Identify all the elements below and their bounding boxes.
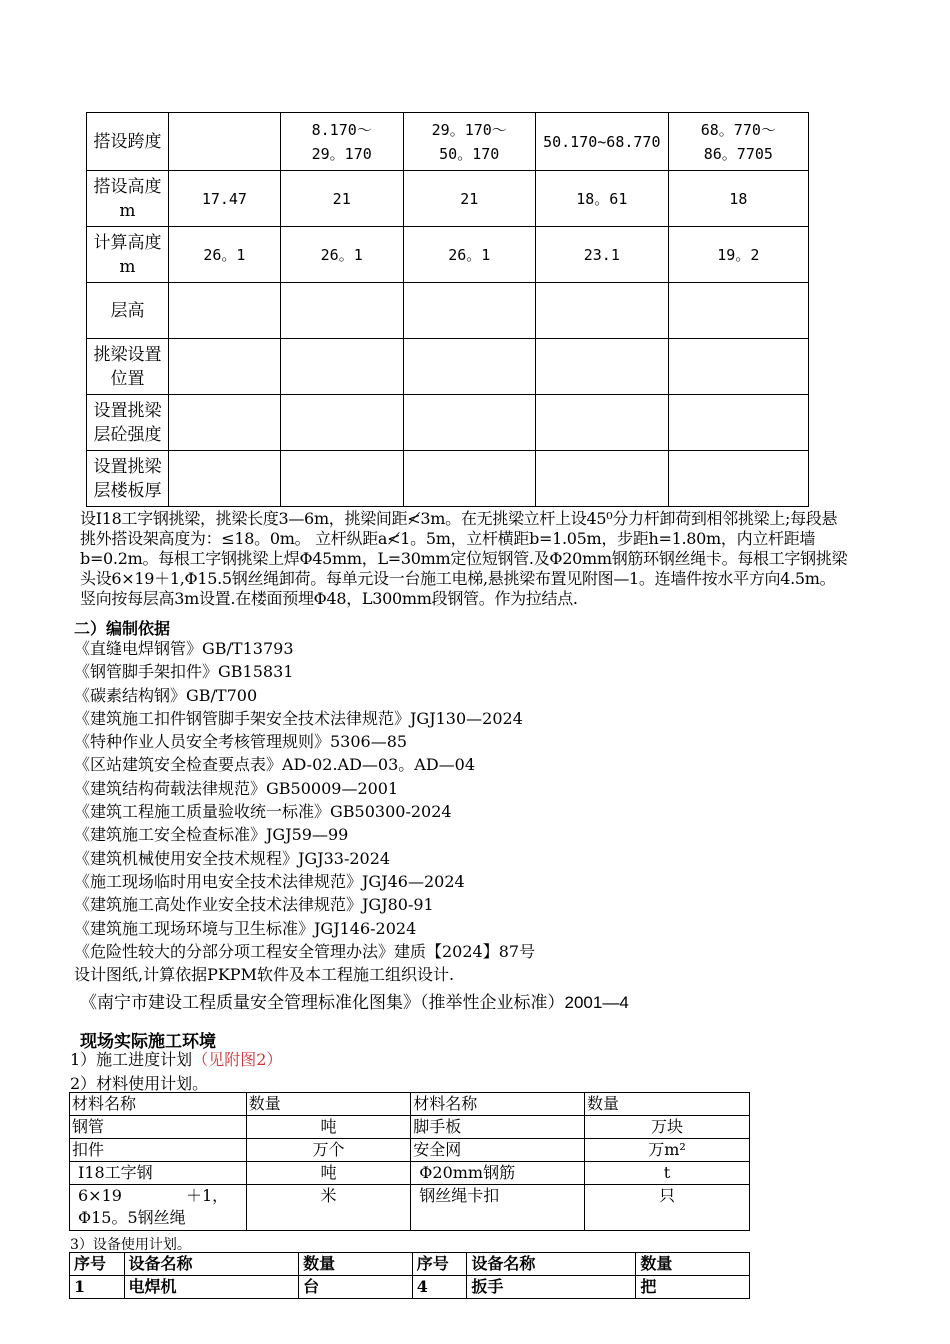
equipment-header-cell: 数量 xyxy=(636,1253,750,1276)
spec-cell xyxy=(403,339,535,395)
nanning-reference: 《南宁市建设工程质量安全管理标准化图集》（推举性企业标准）2001—4 xyxy=(80,993,629,1012)
spec-cell xyxy=(280,283,403,339)
spec-row xyxy=(87,227,809,283)
materials-header-cell: 材料名称 xyxy=(411,1093,585,1116)
reference-item: 《特种作业人员安全考核管理规则》5306—85 xyxy=(74,732,408,752)
reference-item: 《建筑施工高处作业安全技术法律规范》JGJ80-91 xyxy=(74,895,434,915)
spec-cell xyxy=(403,451,535,507)
materials-cell: 米 xyxy=(246,1185,411,1231)
spec-cell xyxy=(535,395,668,451)
spec-cell xyxy=(668,395,808,451)
reference-item: 《钢管脚手架扣件》GB15831 xyxy=(74,662,294,682)
spec-cell: 18 xyxy=(668,171,808,227)
equipment-cell: 台 xyxy=(299,1276,413,1299)
spec-cell xyxy=(280,451,403,507)
spec-cell: 26。1 xyxy=(168,227,280,283)
spec-row-label: 设置挑梁 层楼板厚 xyxy=(87,451,169,507)
material-plan-title: 2）材料使用计划。 xyxy=(70,1074,209,1093)
description-paragraph: 设I18工字钢挑梁，挑梁长度3—6m，挑梁间距≮3m。在无挑梁立杆上设45⁰分力杆卸荷到相邻挑梁上;每段悬挑外搭设架高度为：≤18。0m。 立杆纵距a≮1。5m，立杆横距b=1.05m，步距h=1.80m，内立杆距墙b=0.2m。每根工字钢挑梁上焊Φ45mm，L=30mm定位短钢管.及Φ20mm钢筋环钢丝绳卡。每根工字钢挑梁头设6×19＋1,Φ15.5钢丝绳卸荷。每单元设一台施工电梯,悬挑梁布置见附图—1。连墙件按水平方向4.5m。竖向按每层高3m设置.在楼面预埋Φ48，L300mm段钢管。作为拉结点. xyxy=(80,509,848,608)
schedule-plan-line xyxy=(70,1047,282,1070)
spec-cell: 50.170~68.770 xyxy=(535,113,668,171)
spec-cell xyxy=(668,451,808,507)
materials-cell: 吨 xyxy=(246,1162,411,1185)
reference-item: 《碳素结构钢》GB/T700 xyxy=(74,685,258,705)
reference-item: 《建筑施工扣件钢管脚手架安全技术法律规范》JGJ130—2024 xyxy=(74,708,523,728)
equipment-row xyxy=(70,1276,750,1299)
equipment-cell: 1 xyxy=(70,1276,125,1299)
materials-cell: 万m² xyxy=(585,1139,750,1162)
equipment-cell: 扳手 xyxy=(467,1276,636,1299)
spec-cell: 17.47 xyxy=(168,171,280,227)
section-title-basis: 二）编制依据 xyxy=(74,619,171,638)
spec-cell xyxy=(535,283,668,339)
equipment-header-cell: 设备名称 xyxy=(467,1253,636,1276)
reference-item: 《建筑施工安全检查标准》JGJ59—99 xyxy=(74,825,349,845)
spec-cell: 26。1 xyxy=(280,227,403,283)
reference-item: 《建筑机械使用安全技术规程》JGJ33-2024 xyxy=(74,848,391,868)
materials-table xyxy=(69,1092,750,1231)
spec-cell: 23.1 xyxy=(535,227,668,283)
spec-cell xyxy=(168,395,280,451)
equipment-cell: 电焊机 xyxy=(124,1276,299,1299)
materials-cell: 万块 xyxy=(585,1116,750,1139)
spec-row xyxy=(87,171,809,227)
materials-row xyxy=(70,1185,750,1231)
spec-cell: 21 xyxy=(280,171,403,227)
materials-cell: I18工字钢 xyxy=(70,1162,247,1185)
materials-cell: 扣件 xyxy=(70,1139,247,1162)
materials-cell: 只 xyxy=(585,1185,750,1231)
equipment-plan-title: 3）设备使用计划。 xyxy=(70,1237,191,1253)
materials-cell: 6×19 ＋1，Φ15。5钢丝绳 xyxy=(70,1185,247,1231)
reference-list xyxy=(74,637,535,986)
spec-cell: 29。170～ 50。170 xyxy=(403,113,535,171)
appendix-link[interactable]: （见附图2） xyxy=(192,1050,283,1069)
equipment-header-cell: 序号 xyxy=(412,1253,467,1276)
equipment-header-row xyxy=(70,1253,750,1276)
materials-cell: Φ20mm钢筋 xyxy=(411,1162,585,1185)
schedule-plan-label: 1）施工进度计划 xyxy=(70,1050,193,1069)
spec-cell xyxy=(403,283,535,339)
materials-cell: 脚手板 xyxy=(411,1116,585,1139)
reference-item: 《危险性较大的分部分项工程安全管理办法》建质【2024】87号 xyxy=(74,941,536,961)
materials-row xyxy=(70,1116,750,1139)
spec-cell: 19。2 xyxy=(668,227,808,283)
spec-cell xyxy=(668,283,808,339)
spec-cell xyxy=(168,339,280,395)
spec-cell xyxy=(403,395,535,451)
equipment-header-cell: 序号 xyxy=(70,1253,125,1276)
materials-cell: 吨 xyxy=(246,1116,411,1139)
reference-item: 《建筑施工现场环境与卫生标准》JGJ146-2024 xyxy=(74,918,417,938)
materials-cell: t xyxy=(585,1162,750,1185)
spec-cell: 18。61 xyxy=(535,171,668,227)
spec-row-label: 层高 xyxy=(87,283,169,339)
reference-item: 《建筑结构荷载法律规范》GB50009—2001 xyxy=(74,778,399,798)
spec-cell: 26。1 xyxy=(403,227,535,283)
spec-table xyxy=(86,112,809,507)
spec-row-label: 设置挑梁 层砼强度 xyxy=(87,395,169,451)
spec-row xyxy=(87,113,809,171)
materials-header-cell: 材料名称 xyxy=(70,1093,247,1116)
spec-row xyxy=(87,395,809,451)
equipment-cell: 4 xyxy=(412,1276,467,1299)
equipment-header-cell: 数量 xyxy=(299,1253,413,1276)
spec-row-label: 挑梁设置 位置 xyxy=(87,339,169,395)
spec-row-label: 搭设跨度 xyxy=(87,113,169,171)
spec-cell: 21 xyxy=(403,171,535,227)
materials-row xyxy=(70,1139,750,1162)
materials-cell: 钢丝绳卡扣 xyxy=(411,1185,585,1231)
spec-cell xyxy=(168,451,280,507)
spec-cell xyxy=(535,451,668,507)
spec-cell xyxy=(280,395,403,451)
spec-row-label: 计算高度 m xyxy=(87,227,169,283)
spec-cell xyxy=(535,339,668,395)
reference-item: 《直缝电焊钢管》GB/T13793 xyxy=(74,639,294,658)
reference-item: 《区站建筑安全检查要点表》AD-02.AD—03。AD—04 xyxy=(74,755,476,775)
reference-item: 《建筑工程施工质量验收统一标准》GB50300-2024 xyxy=(74,802,452,822)
spec-row xyxy=(87,451,809,507)
spec-cell xyxy=(168,283,280,339)
materials-cell: 万个 xyxy=(246,1139,411,1162)
spec-cell: 68。770～ 86。7705 xyxy=(668,113,808,171)
spec-cell: 8.170～ 29。170 xyxy=(280,113,403,171)
section-title-environment: 现场实际施工环境 xyxy=(80,1032,216,1052)
materials-header-row xyxy=(70,1093,750,1116)
equipment-header-cell: 设备名称 xyxy=(124,1253,299,1276)
spec-row xyxy=(87,283,809,339)
spec-row xyxy=(87,339,809,395)
reference-item: 《施工现场临时用电安全技术法律规范》JGJ46—2024 xyxy=(74,871,465,891)
equipment-table xyxy=(69,1252,750,1299)
spec-row-label: 搭设高度 m xyxy=(87,171,169,227)
materials-cell: 安全网 xyxy=(411,1139,585,1162)
spec-cell xyxy=(168,113,280,171)
spec-cell xyxy=(280,339,403,395)
materials-header-cell: 数量 xyxy=(585,1093,750,1116)
materials-row xyxy=(70,1162,750,1185)
reference-item: 设计图纸,计算依据PKPM软件及本工程施工组织设计. xyxy=(74,965,455,985)
materials-cell: 钢管 xyxy=(70,1116,247,1139)
materials-header-cell: 数量 xyxy=(246,1093,411,1116)
equipment-cell: 把 xyxy=(636,1276,750,1299)
spec-cell xyxy=(668,339,808,395)
